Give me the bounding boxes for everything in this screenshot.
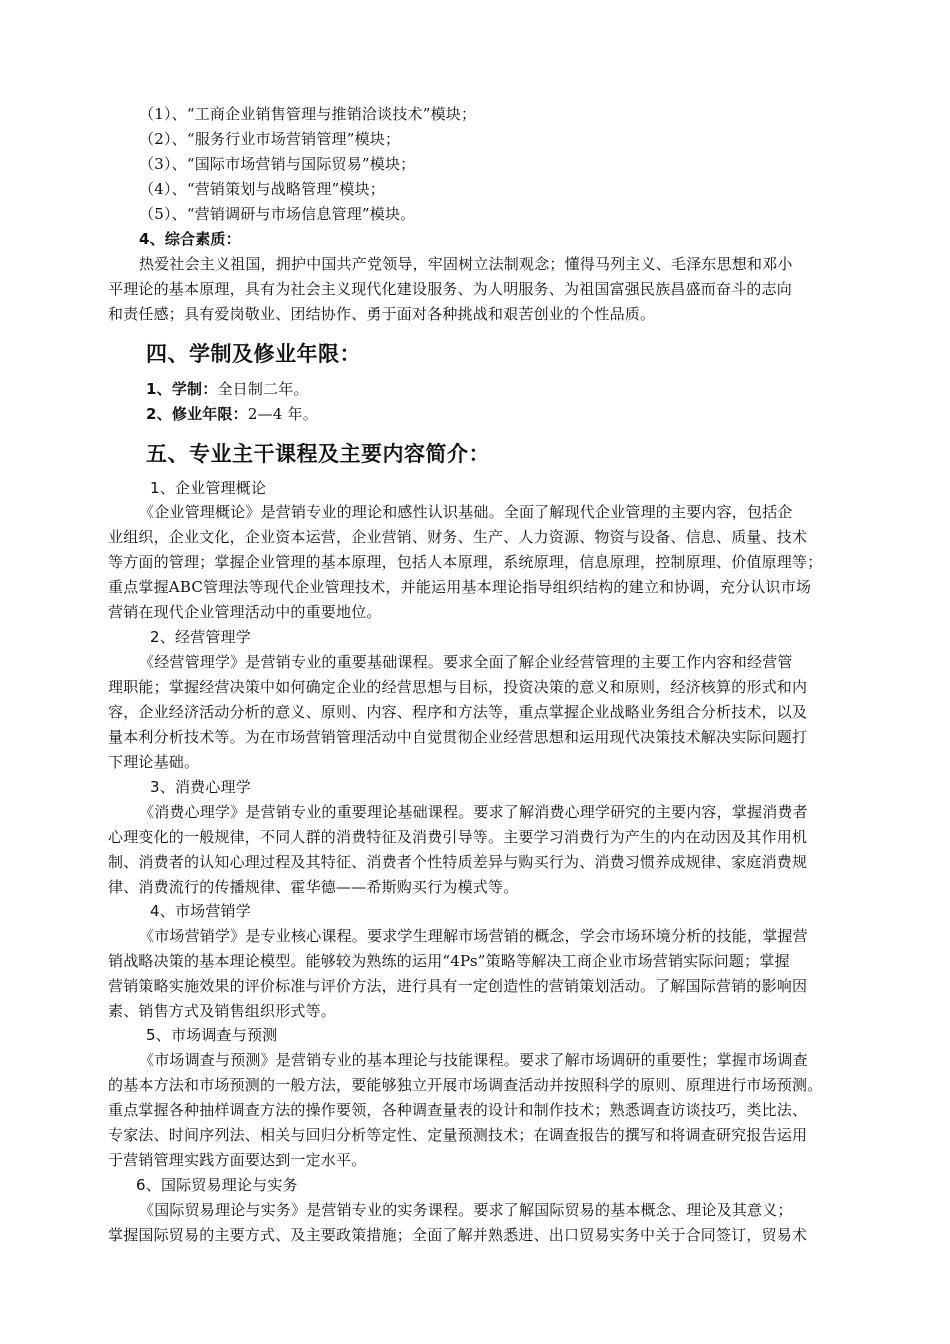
quality-line-1: 热爱社会主义祖国，拥护中国共产党领导，牢固树立法制观念；懂得马列主义、毛泽东思想和邓小 <box>139 255 793 273</box>
course-4-line-4: 素、销售方式及销售组织形式等。 <box>108 1002 337 1020</box>
module-item-1: （1）、“工商企业销售管理与推销洽谈技术”模块； <box>139 105 477 123</box>
quality-line-3: 和责任感；具有爱岗敬业、团结协作、勇于面对各种挑战和艰苦创业的个性品质。 <box>108 305 656 323</box>
module-item-3: （3）、“国际市场营销与国际贸易”模块； <box>139 155 416 173</box>
course-2-heading: 2、经营管理学 <box>150 628 251 646</box>
quality-heading: 4、综合素质： <box>139 230 241 248</box>
study-years <box>146 403 318 425</box>
course-2-line-2: 理职能；掌握经营决策中如何确定企业的经营思想与目标，投资决策的意义和原则，经济核算的形式和内 <box>108 678 808 696</box>
course-3-line-1: 《消费心理学》是营销专业的重要理论基础课程。要求了解消费心理学研究的主要内容，掌握消费者 <box>139 803 808 821</box>
course-4-line-3: 营销策略实施效果的评价标准与评价方法，进行具有一定创造性的营销策划活动。了解国际营销的影响因 <box>108 977 808 995</box>
course-5-line-3: 重点掌握各种抽样调查方法的操作要领，各种调查量表的设计和制作技术；熟悉调查访谈技巧，类比法、 <box>108 1101 808 1119</box>
course-4-line-1: 《市场营销学》是专业核心课程。要求学生理解市场营销的概念，学会市场环境分析的技能，掌握营 <box>139 927 808 945</box>
course-5-line-1: 《市场调查与预测》是营销专业的基本理论与技能课程。要求了解市场调研的重要性；掌握市场调查 <box>139 1051 808 1069</box>
course-6-line-1: 《国际贸易理论与实务》是营销专业的实务课程。要求了解国际贸易的基本概念、理论及其意义； <box>139 1201 793 1219</box>
study-years-label: 2、修业年限： <box>146 405 248 423</box>
course-5-heading: 5、市场调查与预测 <box>146 1026 278 1044</box>
module-item-4: （4）、“营销策划与战略管理”模块； <box>139 180 385 198</box>
course-5-line-4: 专家法、时间序列法、相关与回归分析等定性、定量预测技术；在调查报告的撰写和将调查研究报告运用 <box>108 1126 808 1144</box>
quality-line-2: 平理论的基本原理，具有为社会主义现代化建设服务、为人明服务、为祖国富强民族昌盛而奋斗的志向 <box>108 280 793 298</box>
course-2-line-4: 量本利分析技术等。为在市场营销管理活动中自觉贯彻企业经营思想和运用现代决策技术解决实际问题打 <box>108 728 808 746</box>
study-years-value: 2—4 年。 <box>247 405 318 423</box>
course-2-line-5: 下理论基础。 <box>108 753 200 771</box>
course-1-heading: 1、企业管理概论 <box>150 479 267 497</box>
course-6-heading: 6、国际贸易理论与实务 <box>136 1176 298 1194</box>
course-3-line-2: 心理变化的一般规律，不同人群的消费特征及消费引导等。主要学习消费行为产生的内在动因及其作用机 <box>108 828 808 846</box>
course-2-line-1: 《经营管理学》是营销专业的重要基础课程。要求全面了解企业经营管理的主要工作内容和经营管 <box>139 653 793 671</box>
course-1-line-3: 等方面的管理；掌握企业管理的基本原理，包括人本原理，系统原理，信息原理，控制原理、价值原理等； <box>108 553 823 571</box>
course-1-line-5: 营销在现代企业管理活动中的重要地位。 <box>108 603 382 621</box>
module-item-2: （2）、“服务行业市场营销管理”模块； <box>139 130 401 148</box>
course-4-heading: 4、市场营销学 <box>150 902 251 920</box>
course-5-line-5: 于营销管理实践方面要达到一定水平。 <box>108 1151 367 1169</box>
course-4-line-2: 销战略决策的基本理论模型。能够较为熟练的运用“4Ps”策略等解决工商企业市场营销实际问题；掌握 <box>108 952 790 970</box>
course-3-heading: 3、消费心理学 <box>150 778 251 796</box>
schooling-system-label: 1、学制： <box>146 380 218 398</box>
schooling-system-value: 全日制二年。 <box>217 380 309 398</box>
course-6-line-2: 掌握国际贸易的主要方式、及主要政策措施；全面了解并熟悉进、出口贸易实务中关于合同签订，贸易术 <box>108 1226 808 1244</box>
course-1-line-2: 业组织，企业文化，企业资本运营，企业营销、财务、生产、人力资源、物资与设备、信息、质量、技术 <box>108 528 808 546</box>
course-2-line-3: 容，企业经济活动分析的意义、原则、内容、程序和方法等，重点掌握企业战略业务组合分析技术，以及 <box>108 703 808 721</box>
course-1-line-4: 重点掌握ABC管理法等现代企业管理技术，并能运用基本理论指导组织结构的建立和协调，充分认识市场 <box>108 578 812 596</box>
course-5-line-2: 的基本方法和市场预测的一般方法，要能够独立开展市场调查活动并按照科学的原则、原理进行市场预测。 <box>108 1076 823 1094</box>
course-1-line-1: 《企业管理概论》是营销专业的理论和感性认识基础。全面了解现代企业管理的主要内容，包括企 <box>139 503 793 521</box>
course-3-line-3: 制、消费者的认知心理过程及其特征、消费者个性特质差异与购买行为、消费习惯养成规律、家庭消费规 <box>108 853 808 871</box>
schooling-system <box>146 378 309 400</box>
module-item-5: （5）、“营销调研与市场信息管理”模块。 <box>139 205 416 223</box>
course-3-line-4: 律、消费流行的传播规律、霍华德——希斯购买行为模式等。 <box>108 878 519 896</box>
section-5-title: 五、专业主干课程及主要内容简介： <box>146 442 490 466</box>
section-4-title: 四、学制及修业年限： <box>146 342 361 366</box>
